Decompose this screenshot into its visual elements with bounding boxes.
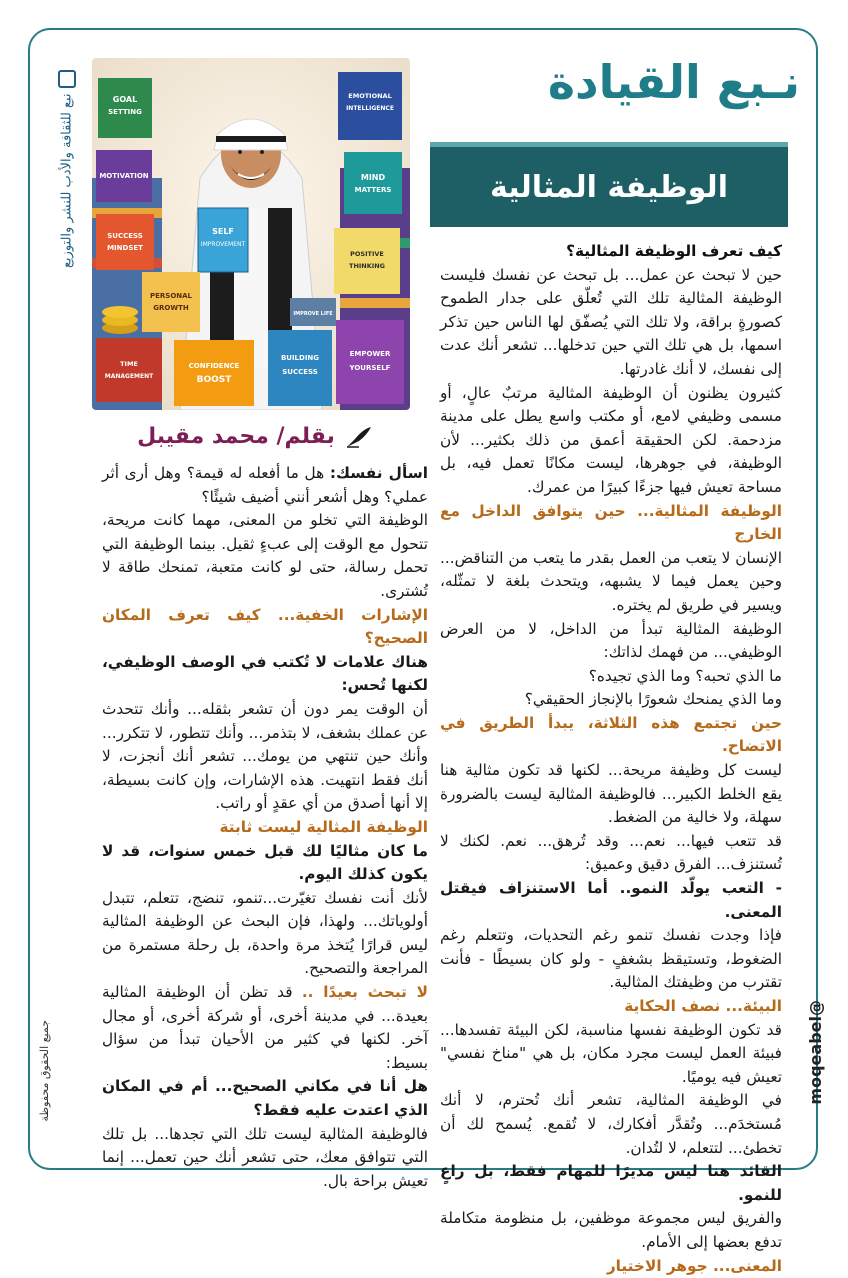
lead-phrase: لا تبحث بعيدًا .. xyxy=(301,983,429,1002)
svg-text:YOURSELF: YOURSELF xyxy=(349,364,391,372)
paragraph: في الوظيفة المثالية، تشعر أنك تُحترم، لا أنك مُستخدَم... وتُقدَّر أفكارك، لا تُقمع. يُسمح لك أن تخطئ... لتتعلم، لا لتُدان. xyxy=(440,1091,782,1157)
svg-text:PERSONAL: PERSONAL xyxy=(149,292,193,300)
paragraph: الوظيفة التي تخلو من المعنى، مهما كانت مريحة، تتحول مع الوقت إلى عبءٍ ثقيل. بينما الوظيفة التي تحمل رسالة، حتى لو كانت متعبة، تمنحك طاقة لا تُشترى. xyxy=(102,511,428,600)
svg-text:SUCCESS: SUCCESS xyxy=(107,232,143,240)
paragraph: أن الوقت يمر دون أن تشعر بثقله... وأنك تتحدث عن عملك بشغف، لا بتذمر... وأنك تتطور، لا تتكرر... وأنك حين تنتهي من يومك... تشعر أنك أنجزت، لا أنك فقط انتهيت. هذه الإشارات، وإن كانت بسيطة، إلا أنها أصدق من أي عقدٍ أو راتب. xyxy=(102,699,428,813)
paragraph: - التعب يولّد النمو.. أما الاستنزاف فيقتل المعنى. xyxy=(440,879,782,921)
author-illustration xyxy=(92,58,410,410)
svg-text:INTELLIGENCE: INTELLIGENCE xyxy=(346,105,394,112)
article-title: الوظيفة المثالية xyxy=(490,169,728,205)
paragraph-text: قد تظن أن الوظيفة المثالية بعيدة... في مدينة أخرى، أو شركة أخرى، أو مجال آخر. لكنها في كثير من الأحيان تبدأ من سؤال بسيط: xyxy=(102,983,428,1072)
publisher-label: نبع للثقافة والأدب للنشر والتوزيع xyxy=(55,70,79,300)
copyright-notice: جميع الحقوق محفوظة xyxy=(38,1020,51,1122)
paragraph: هناك علامات لا تُكتب في الوصف الوظيفي، لكنها تُحس: xyxy=(102,652,428,695)
paragraph: ما الذي تحبه؟ وما الذي تجيده؟ xyxy=(588,666,782,685)
paragraph: الوظيفة المثالية تبدأ من الداخل، لا من العرض الوظيفي... من فهمك لذاتك: xyxy=(440,619,782,662)
svg-text:BOOST: BOOST xyxy=(196,375,232,385)
paragraph: والفريق ليس مجموعة موظفين، بل منظومة متكاملة تدفع بعضها إلى الأمام. xyxy=(440,1209,782,1251)
paragraph: قد تتعب فيها... نعم... وقد تُرهق... نعم. لكنك لا تُستنزف... الفرق دقيق وعميق: xyxy=(440,831,782,874)
left-column xyxy=(102,462,428,1193)
svg-text:MATTERS: MATTERS xyxy=(354,186,392,194)
paragraph: حين لا تبحث عن عمل... بل تبحث عن نفسك فليست الوظيفة المثالية تلك التي تُعلّق على جدار الطموح كصورةٍ براقة، ولا تلك التي يُصفّق لها الناس حين تذكر اسمها، بل هي تلك التي حين تدخلها... تشعر أنك عدت إلى نفسك، لا أنك غادرتها. xyxy=(440,265,782,378)
article-title-bar xyxy=(430,147,788,227)
svg-text:CONFIDENCE: CONFIDENCE xyxy=(188,362,240,370)
svg-text:MANAGEMENT: MANAGEMENT xyxy=(104,373,154,380)
section-heading: حين تجتمع هذه الثلاثة، يبدأ الطريق في الاتضاح. xyxy=(440,713,782,756)
social-handle: @moqeabel xyxy=(806,1000,825,1105)
paragraph: فإذا وجدت نفسك تنمو رغم التحديات، وتتعلم رغم الضغوط، وتستيقظ بشغفٍ - ولو كان بسيطًا - فأنت تقترب من وظيفتك المثالية. xyxy=(440,926,782,992)
paragraph: فالوظيفة المثالية ليست تلك التي تجدها... بل تلك التي تتوافق معك، حتى تشعر أنك حين تعمل... إنما تعيش براحة بال. xyxy=(102,1124,428,1190)
section-heading: الوظيفة المثالية... حين يتوافق الداخل مع الخارج xyxy=(440,501,782,544)
paragraph: وما الذي يمنحك شعورًا بالإنجاز الحقيقي؟ xyxy=(524,690,782,709)
svg-text:IMPROVE LIFE: IMPROVE LIFE xyxy=(293,311,333,317)
paragraph-text: هل ما أفعله له قيمة؟ وهل أرى أثر عملي؟ وهل أشعر أنني أضيف شيئًا؟ xyxy=(102,464,428,506)
svg-text:GOAL: GOAL xyxy=(112,95,138,104)
svg-text:IMPROVEMENT: IMPROVEMENT xyxy=(200,241,246,248)
svg-text:SUCCESS: SUCCESS xyxy=(282,368,318,376)
magazine-title: نـبع القيادة xyxy=(547,55,800,109)
svg-text:BUILDING: BUILDING xyxy=(280,354,320,362)
paragraph: القائد هنا ليس مديرًا للمهام فقط، بل راعٍ للنمو. xyxy=(440,1162,782,1204)
svg-text:EMOTIONAL: EMOTIONAL xyxy=(348,92,392,100)
lead-phrase: اسأل نفسك: xyxy=(329,464,428,482)
svg-text:EMPOWER: EMPOWER xyxy=(349,350,391,358)
svg-text:SELF: SELF xyxy=(212,227,234,236)
author-byline: بقلم/ محمد مقيبل xyxy=(120,424,390,449)
paragraph xyxy=(102,981,428,1075)
svg-text:GROWTH: GROWTH xyxy=(153,304,189,312)
paragraph xyxy=(102,462,428,509)
quill-pen-icon xyxy=(345,425,373,449)
paragraph: هل أنا في مكاني الصحيح... أم في المكان الذي اعتدت عليه فقط؟ xyxy=(102,1077,428,1120)
svg-text:POSITIVE: POSITIVE xyxy=(350,250,384,258)
svg-text:MINDSET: MINDSET xyxy=(107,244,143,252)
section-heading: المعنى... جوهر الاختيار xyxy=(606,1256,782,1275)
paragraph: قد تكون الوظيفة نفسها مناسبة، لكن البيئة تفسدها... فبيئة العمل ليست مجرد مكان، بل هي "مناخ نفسي" تعيش فيه يوميًا. xyxy=(440,1020,782,1086)
svg-text:MIND: MIND xyxy=(360,173,386,182)
svg-text:MOTIVATION: MOTIVATION xyxy=(99,172,149,180)
publisher-logo-icon xyxy=(58,70,76,88)
paragraph: كثيرون يظنون أن الوظيفة المثالية مرتبٌ عالٍ، أو مسمى وظيفي لامع، أو مكتب واسع يطل على مدينة مزدحمة. لكن الحقيقة أعمق من ذلك بكثير... لأن الوظيفة، في جوهرها، ليست مكانًا تعمل فيه، بل مساحة تعيش فيها جزءًا كبيرًا من عمرك. xyxy=(440,383,782,496)
paragraph: ما كان مثاليًا لك قبل خمس سنوات، قد لا يكون كذلك اليوم. xyxy=(102,841,428,884)
svg-text:SETTING: SETTING xyxy=(108,108,142,116)
paragraph: ليست كل وظيفة مريحة... لكنها قد تكون مثالية هنا يقع الخلط الكبير... فالوظيفة المثالية ليست بالضرورة سهلة، ولا خالية من الضغط. xyxy=(440,761,782,827)
section-heading: الوظيفة المثالية ليست ثابتة xyxy=(219,817,428,836)
section-heading: البيئة... نصف الحكاية xyxy=(624,997,782,1015)
svg-text:THINKING: THINKING xyxy=(349,262,385,270)
section-heading: الإشارات الخفية... كيف تعرف المكان الصحيح؟ xyxy=(102,605,428,648)
paragraph: لأنك أنت نفسك تغيّرت...تنمو، تنضج، تتعلم، تتبدل أولوياتك... ولهذا، فإن البحث عن الوظيفة المثالية ليس قرارًا يُتخذ مرة واحدة، بل رحلة مستمرة من المراجعة والتصحيح. xyxy=(102,888,428,978)
question-heading: كيف تعرف الوظيفة المثالية؟ xyxy=(566,242,782,260)
paragraph: الإنسان لا يتعب من العمل بقدر ما يتعب من التناقض... وحين يعمل فيما لا يشبهه، ويتحدث بلغة لا تمثّله، ويسير في طريق لم يختره. xyxy=(440,548,782,614)
right-column xyxy=(440,240,782,1278)
svg-text:TIME: TIME xyxy=(120,360,138,368)
